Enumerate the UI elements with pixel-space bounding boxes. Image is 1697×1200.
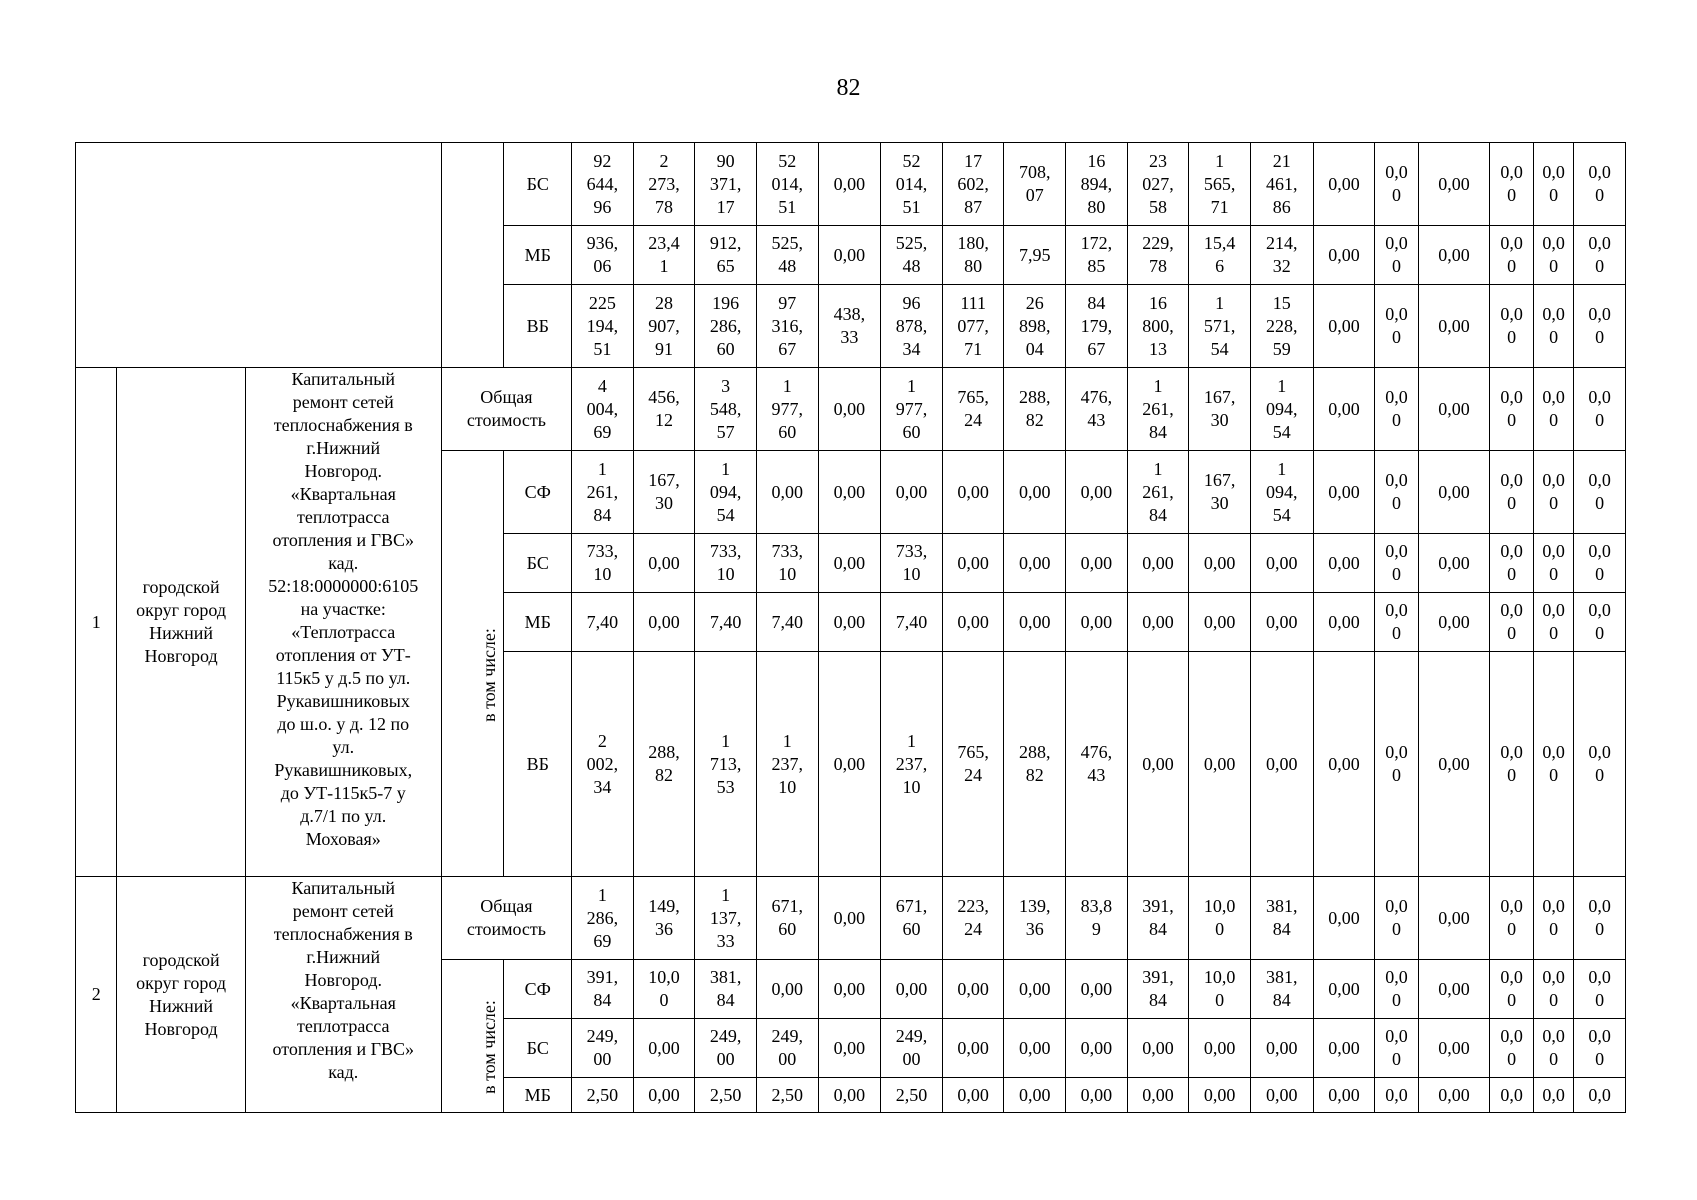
value-cell: 7,95 xyxy=(1004,226,1066,285)
value-cell: 2 002, 34 xyxy=(572,652,634,877)
value-cell: 0,0 0 xyxy=(1490,652,1533,877)
source-label: ВБ xyxy=(504,652,572,877)
value-cell: 214, 32 xyxy=(1250,226,1313,285)
value-cell: 139, 36 xyxy=(1004,877,1066,960)
value-cell: 391, 84 xyxy=(572,960,634,1019)
value-cell: 90 371, 17 xyxy=(695,143,757,226)
value-cell: 0,00 xyxy=(1066,1078,1128,1113)
value-cell: 0,00 xyxy=(1066,534,1128,593)
value-cell: 52 014, 51 xyxy=(756,143,818,226)
value-cell: 708, 07 xyxy=(1004,143,1066,226)
value-cell: 7,40 xyxy=(756,593,818,652)
value-cell: 167, 30 xyxy=(633,451,695,534)
value-cell: 0,00 xyxy=(1313,285,1375,368)
value-cell: 0,00 xyxy=(818,451,881,534)
value-cell: 0,0 0 xyxy=(1533,1019,1573,1078)
value-cell: 1 137, 33 xyxy=(695,877,757,960)
value-cell: 0,00 xyxy=(1004,1019,1066,1078)
value-cell: 0,00 xyxy=(633,593,695,652)
value-cell: 0,00 xyxy=(942,960,1004,1019)
value-cell: 23,4 1 xyxy=(633,226,695,285)
value-cell: 0,00 xyxy=(818,652,881,877)
value-cell: 10,0 0 xyxy=(1189,960,1251,1019)
value-cell: 0,00 xyxy=(818,877,881,960)
value-cell: 0,0 0 xyxy=(1490,451,1533,534)
value-cell: 0,00 xyxy=(818,143,881,226)
row-number: 2 xyxy=(76,877,117,1113)
value-cell: 0,0 xyxy=(1490,1078,1533,1113)
value-cell: 0,0 0 xyxy=(1375,593,1418,652)
value-cell: 0,0 0 xyxy=(1375,960,1418,1019)
total-cost-label: Общая стоимость xyxy=(441,877,571,960)
value-cell: 1 571, 54 xyxy=(1189,285,1251,368)
value-cell: 149, 36 xyxy=(633,877,695,960)
source-label: ВБ xyxy=(504,285,572,368)
value-cell: 0,00 xyxy=(1250,652,1313,877)
value-cell: 229, 78 xyxy=(1127,226,1189,285)
page-number: 82 xyxy=(836,75,861,101)
source-label: СФ xyxy=(504,451,572,534)
value-cell: 7,40 xyxy=(695,593,757,652)
value-cell: 0,0 0 xyxy=(1574,1019,1626,1078)
value-cell: 0,00 xyxy=(1127,652,1189,877)
value-cell: 0,00 xyxy=(1127,1078,1189,1113)
value-cell: 1 261, 84 xyxy=(572,451,634,534)
value-cell: 0,00 xyxy=(1418,451,1490,534)
value-cell: 0,00 xyxy=(1004,1078,1066,1113)
value-cell: 15 228, 59 xyxy=(1250,285,1313,368)
source-label: МБ xyxy=(504,226,572,285)
value-cell: 0,00 xyxy=(633,1078,695,1113)
value-cell: 0,0 xyxy=(1375,1078,1418,1113)
value-cell: 0,00 xyxy=(1250,593,1313,652)
value-cell: 0,00 xyxy=(818,1019,881,1078)
value-cell: 23 027, 58 xyxy=(1127,143,1189,226)
value-cell: 0,0 0 xyxy=(1375,534,1418,593)
object-description: Капитальный ремонт сетей теплоснабжения в г.Нижний Новгород. «Квартальная теплотрасса отопления и ГВС» кад. xyxy=(245,877,441,1113)
value-cell: 0,00 xyxy=(1418,143,1490,226)
source-label: БС xyxy=(504,143,572,226)
value-cell: 476, 43 xyxy=(1066,368,1128,451)
value-cell: 1 094, 54 xyxy=(695,451,757,534)
value-cell: 733, 10 xyxy=(695,534,757,593)
value-cell: 1 237, 10 xyxy=(756,652,818,877)
value-cell: 0,0 0 xyxy=(1490,368,1533,451)
value-cell: 0,00 xyxy=(1418,1019,1490,1078)
value-cell: 249, 00 xyxy=(572,1019,634,1078)
value-cell: 0,0 0 xyxy=(1490,226,1533,285)
blank-cell xyxy=(441,143,504,368)
value-cell: 249, 00 xyxy=(695,1019,757,1078)
value-cell: 1 237, 10 xyxy=(881,652,943,877)
value-cell: 0,00 xyxy=(1313,1019,1375,1078)
value-cell: 0,00 xyxy=(818,226,881,285)
value-cell: 0,00 xyxy=(1250,1078,1313,1113)
value-cell: 172, 85 xyxy=(1066,226,1128,285)
value-cell: 0,00 xyxy=(818,593,881,652)
value-cell: 0,0 0 xyxy=(1375,1019,1418,1078)
value-cell: 15,4 6 xyxy=(1189,226,1251,285)
value-cell: 83,8 9 xyxy=(1066,877,1128,960)
value-cell: 0,00 xyxy=(633,1019,695,1078)
value-cell: 0,00 xyxy=(1418,1078,1490,1113)
value-cell: 0,00 xyxy=(1127,593,1189,652)
table-row xyxy=(76,143,1626,226)
value-cell: 225 194, 51 xyxy=(572,285,634,368)
value-cell: 0,0 0 xyxy=(1574,593,1626,652)
value-cell: 7,40 xyxy=(881,593,943,652)
value-cell: 0,00 xyxy=(818,1078,881,1113)
source-label: МБ xyxy=(504,593,572,652)
value-cell: 0,0 0 xyxy=(1533,960,1573,1019)
value-cell: 0,00 xyxy=(1418,960,1490,1019)
value-cell: 0,0 0 xyxy=(1574,451,1626,534)
value-cell: 0,0 0 xyxy=(1490,285,1533,368)
value-cell: 0,00 xyxy=(756,960,818,1019)
value-cell: 1 286, 69 xyxy=(572,877,634,960)
value-cell: 1 261, 84 xyxy=(1127,451,1189,534)
value-cell: 1 261, 84 xyxy=(1127,368,1189,451)
value-cell: 0,0 0 xyxy=(1574,652,1626,877)
including-label: в том числе: xyxy=(478,627,499,722)
value-cell: 0,0 0 xyxy=(1574,285,1626,368)
value-cell: 0,0 0 xyxy=(1533,534,1573,593)
value-cell: 0,00 xyxy=(1066,451,1128,534)
blank-cell xyxy=(76,143,442,368)
value-cell: 3 548, 57 xyxy=(695,368,757,451)
value-cell: 0,00 xyxy=(1418,534,1490,593)
value-cell: 0,00 xyxy=(1004,534,1066,593)
value-cell: 0,00 xyxy=(1189,534,1251,593)
value-cell: 0,0 0 xyxy=(1375,143,1418,226)
value-cell: 17 602, 87 xyxy=(942,143,1004,226)
value-cell: 0,0 0 xyxy=(1533,143,1573,226)
value-cell: 912, 65 xyxy=(695,226,757,285)
value-cell: 0,00 xyxy=(1313,368,1375,451)
value-cell: 0,00 xyxy=(942,1078,1004,1113)
value-cell: 0,00 xyxy=(1189,1078,1251,1113)
value-cell: 0,0 0 xyxy=(1375,285,1418,368)
value-cell: 0,0 0 xyxy=(1375,877,1418,960)
table-row xyxy=(76,877,1626,960)
value-cell: 0,00 xyxy=(818,368,881,451)
value-cell: 288, 82 xyxy=(633,652,695,877)
value-cell: 288, 82 xyxy=(1004,368,1066,451)
source-label: МБ xyxy=(504,1078,572,1113)
value-cell: 7,40 xyxy=(572,593,634,652)
municipality-cell: городской округ город Нижний Новгород xyxy=(117,368,245,877)
value-cell: 97 316, 67 xyxy=(756,285,818,368)
value-cell: 1 094, 54 xyxy=(1250,451,1313,534)
value-cell: 0,00 xyxy=(1189,1019,1251,1078)
value-cell: 0,0 0 xyxy=(1574,143,1626,226)
value-cell: 0,00 xyxy=(1418,877,1490,960)
value-cell: 0,0 0 xyxy=(1574,960,1626,1019)
value-cell: 0,00 xyxy=(818,534,881,593)
value-cell: 391, 84 xyxy=(1127,960,1189,1019)
value-cell: 0,00 xyxy=(1418,226,1490,285)
value-cell: 223, 24 xyxy=(942,877,1004,960)
source-label: БС xyxy=(504,1019,572,1078)
value-cell: 765, 24 xyxy=(942,652,1004,877)
value-cell: 0,0 0 xyxy=(1574,226,1626,285)
value-cell: 0,00 xyxy=(1313,593,1375,652)
value-cell: 0,0 0 xyxy=(1490,143,1533,226)
value-cell: 52 014, 51 xyxy=(881,143,943,226)
value-cell: 0,00 xyxy=(1418,593,1490,652)
value-cell: 438, 33 xyxy=(818,285,881,368)
value-cell: 0,00 xyxy=(942,1019,1004,1078)
value-cell: 84 179, 67 xyxy=(1066,285,1128,368)
including-label-cell xyxy=(441,960,504,1113)
value-cell: 1 977, 60 xyxy=(756,368,818,451)
value-cell: 0,00 xyxy=(1066,1019,1128,1078)
value-cell: 733, 10 xyxy=(572,534,634,593)
value-cell: 391, 84 xyxy=(1127,877,1189,960)
value-cell: 936, 06 xyxy=(572,226,634,285)
value-cell: 0,00 xyxy=(1418,652,1490,877)
table-row xyxy=(76,368,1626,451)
value-cell: 92 644, 96 xyxy=(572,143,634,226)
value-cell: 167, 30 xyxy=(1189,451,1251,534)
value-cell: 0,00 xyxy=(1313,143,1375,226)
budget-table xyxy=(75,142,1626,1113)
value-cell: 0,00 xyxy=(818,960,881,1019)
including-label: в том числе: xyxy=(478,1000,499,1094)
value-cell: 1 977, 60 xyxy=(881,368,943,451)
value-cell: 0,00 xyxy=(881,451,943,534)
value-cell: 0,0 0 xyxy=(1490,1019,1533,1078)
value-cell: 249, 00 xyxy=(881,1019,943,1078)
including-label-cell xyxy=(441,451,504,877)
value-cell: 0,00 xyxy=(1313,226,1375,285)
value-cell: 0,00 xyxy=(1066,960,1128,1019)
value-cell: 671, 60 xyxy=(881,877,943,960)
value-cell: 0,0 xyxy=(1533,1078,1573,1113)
object-description: Капитальный ремонт сетей теплоснабжения в г.Нижний Новгород. «Квартальная теплотрасса отопления и ГВС» кад. 52:18:0000000:6105 на участке: «Теплотрасса отопления от УТ- 115к5 у д.5 по ул. Рукавишниковых до ш.о. у д. 12 по ул. Рукавишниковых, до УТ-115к5-7 у д.7/1 по ул. Моховая» xyxy=(245,368,441,877)
value-cell: 0,00 xyxy=(1313,652,1375,877)
value-cell: 525, 48 xyxy=(881,226,943,285)
value-cell: 0,0 0 xyxy=(1533,877,1573,960)
value-cell: 0,00 xyxy=(1313,451,1375,534)
value-cell: 2,50 xyxy=(756,1078,818,1113)
value-cell: 0,00 xyxy=(1418,285,1490,368)
value-cell: 476, 43 xyxy=(1066,652,1128,877)
value-cell: 2,50 xyxy=(695,1078,757,1113)
value-cell: 0,00 xyxy=(942,593,1004,652)
value-cell: 10,0 0 xyxy=(633,960,695,1019)
value-cell: 111 077, 71 xyxy=(942,285,1004,368)
value-cell: 381, 84 xyxy=(1250,877,1313,960)
value-cell: 733, 10 xyxy=(756,534,818,593)
value-cell: 0,0 0 xyxy=(1574,877,1626,960)
value-cell: 10,0 0 xyxy=(1189,877,1251,960)
value-cell: 0,0 0 xyxy=(1375,652,1418,877)
value-cell: 2,50 xyxy=(572,1078,634,1113)
value-cell: 671, 60 xyxy=(756,877,818,960)
value-cell: 196 286, 60 xyxy=(695,285,757,368)
source-label: БС xyxy=(504,534,572,593)
value-cell: 0,00 xyxy=(1004,451,1066,534)
value-cell: 0,00 xyxy=(1250,534,1313,593)
source-label: СФ xyxy=(504,960,572,1019)
value-cell: 0,0 0 xyxy=(1490,534,1533,593)
value-cell: 0,0 0 xyxy=(1375,226,1418,285)
value-cell: 0,00 xyxy=(1004,593,1066,652)
total-cost-label: Общая стоимость xyxy=(441,368,571,451)
value-cell: 0,0 0 xyxy=(1375,451,1418,534)
value-cell: 167, 30 xyxy=(1189,368,1251,451)
value-cell: 525, 48 xyxy=(756,226,818,285)
value-cell: 381, 84 xyxy=(1250,960,1313,1019)
value-cell: 0,0 0 xyxy=(1375,368,1418,451)
value-cell: 0,00 xyxy=(1313,960,1375,1019)
value-cell: 0,00 xyxy=(942,534,1004,593)
value-cell: 0,00 xyxy=(1127,534,1189,593)
value-cell: 96 878, 34 xyxy=(881,285,943,368)
value-cell: 21 461, 86 xyxy=(1250,143,1313,226)
value-cell: 0,00 xyxy=(1127,1019,1189,1078)
value-cell: 733, 10 xyxy=(881,534,943,593)
value-cell: 1 713, 53 xyxy=(695,652,757,877)
value-cell: 1 565, 71 xyxy=(1189,143,1251,226)
value-cell: 26 898, 04 xyxy=(1004,285,1066,368)
value-cell: 0,0 0 xyxy=(1574,534,1626,593)
value-cell: 0,0 0 xyxy=(1533,368,1573,451)
value-cell: 180, 80 xyxy=(942,226,1004,285)
value-cell: 4 004, 69 xyxy=(572,368,634,451)
value-cell: 0,00 xyxy=(633,534,695,593)
value-cell: 2,50 xyxy=(881,1078,943,1113)
value-cell: 1 094, 54 xyxy=(1250,368,1313,451)
value-cell: 0,00 xyxy=(1313,1078,1375,1113)
value-cell: 0,00 xyxy=(942,451,1004,534)
value-cell: 0,0 xyxy=(1574,1078,1626,1113)
value-cell: 0,0 0 xyxy=(1574,368,1626,451)
row-number: 1 xyxy=(76,368,117,877)
value-cell: 0,0 0 xyxy=(1533,593,1573,652)
value-cell: 16 894, 80 xyxy=(1066,143,1128,226)
value-cell: 0,00 xyxy=(1189,652,1251,877)
value-cell: 0,0 0 xyxy=(1490,593,1533,652)
value-cell: 0,00 xyxy=(1313,534,1375,593)
value-cell: 0,00 xyxy=(1004,960,1066,1019)
value-cell: 288, 82 xyxy=(1004,652,1066,877)
value-cell: 0,00 xyxy=(1313,877,1375,960)
value-cell: 0,00 xyxy=(756,451,818,534)
value-cell: 0,0 0 xyxy=(1533,652,1573,877)
municipality-cell: городской округ город Нижний Новгород xyxy=(117,877,245,1113)
value-cell: 456, 12 xyxy=(633,368,695,451)
value-cell: 0,0 0 xyxy=(1490,960,1533,1019)
value-cell: 0,00 xyxy=(1066,593,1128,652)
value-cell: 765, 24 xyxy=(942,368,1004,451)
value-cell: 381, 84 xyxy=(695,960,757,1019)
value-cell: 0,0 0 xyxy=(1533,451,1573,534)
value-cell: 0,00 xyxy=(1189,593,1251,652)
value-cell: 0,00 xyxy=(1250,1019,1313,1078)
value-cell: 28 907, 91 xyxy=(633,285,695,368)
value-cell: 0,0 0 xyxy=(1533,226,1573,285)
value-cell: 0,0 0 xyxy=(1490,877,1533,960)
value-cell: 249, 00 xyxy=(756,1019,818,1078)
value-cell: 0,0 0 xyxy=(1533,285,1573,368)
value-cell: 16 800, 13 xyxy=(1127,285,1189,368)
value-cell: 0,00 xyxy=(1418,368,1490,451)
value-cell: 0,00 xyxy=(881,960,943,1019)
value-cell: 2 273, 78 xyxy=(633,143,695,226)
